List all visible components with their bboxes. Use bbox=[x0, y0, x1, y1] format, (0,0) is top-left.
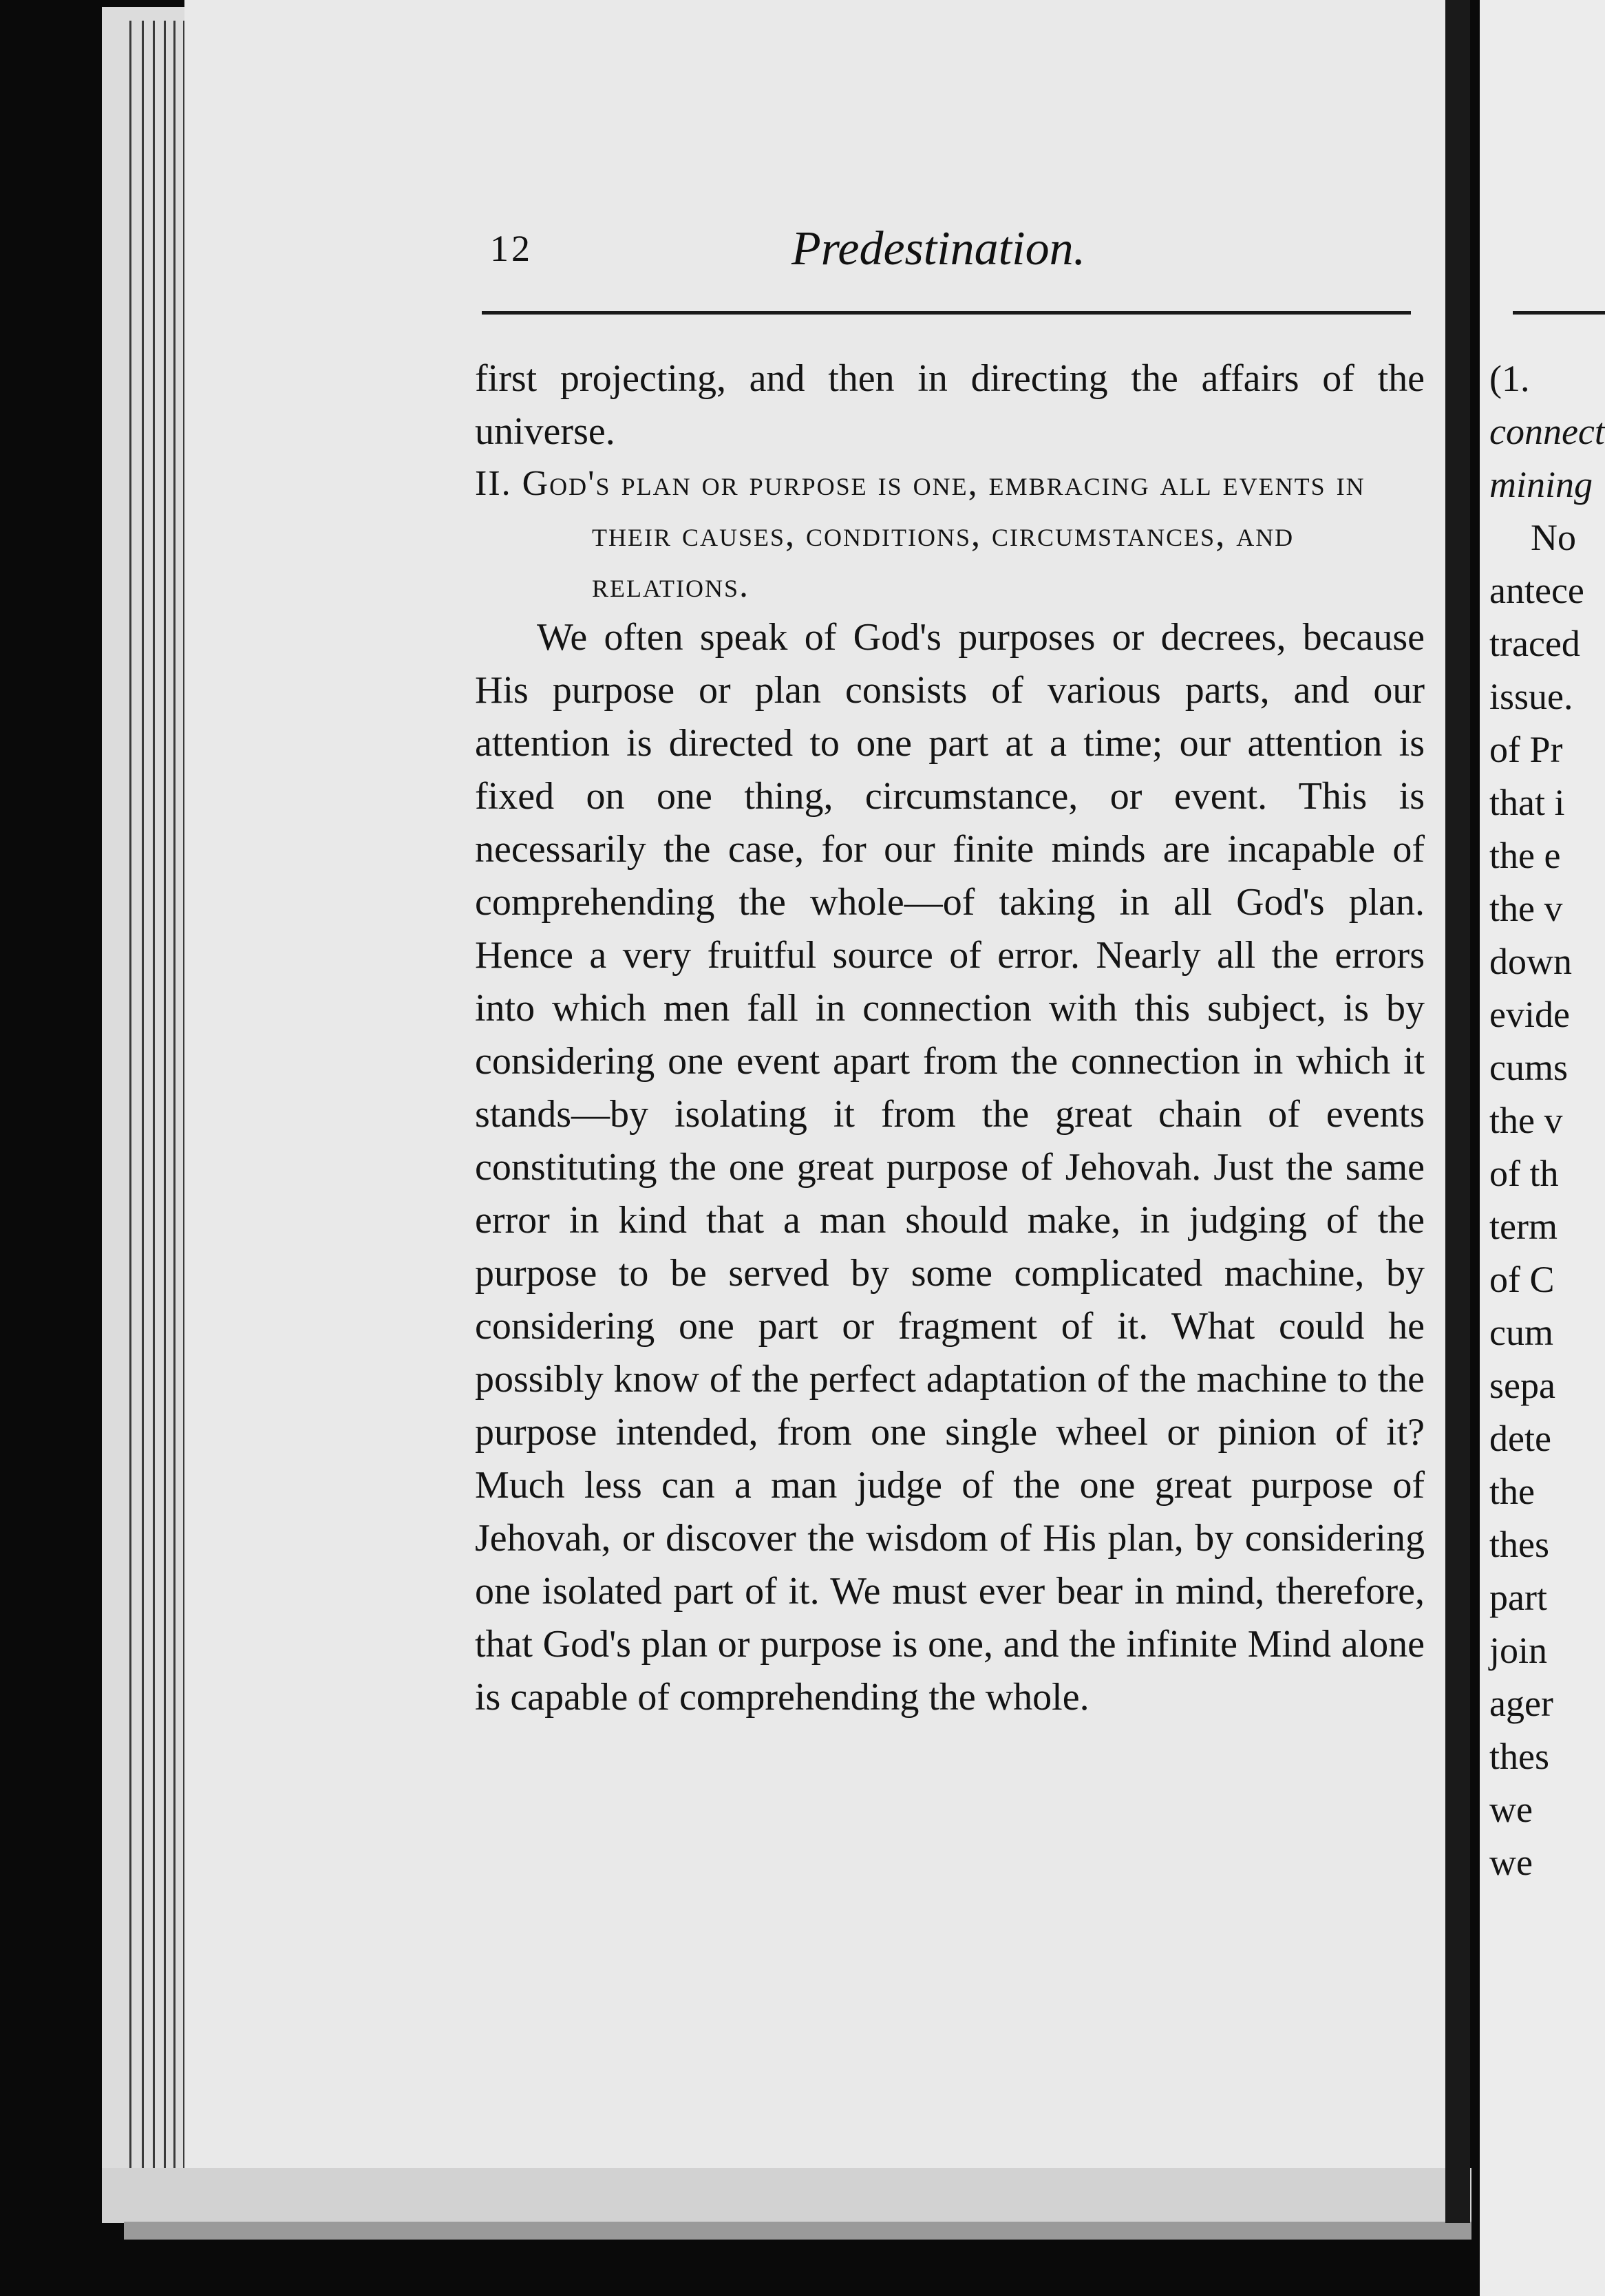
facing-line: (1. bbox=[1489, 358, 1530, 399]
page-edge-line bbox=[173, 21, 176, 2168]
facing-line: cums bbox=[1489, 1047, 1568, 1088]
header-rule bbox=[482, 311, 1411, 315]
section-heading: II. God's plan or purpose is one, embracing all events in their causes, conditions, circumstances, and relations. bbox=[475, 464, 1365, 605]
facing-line: connect bbox=[1489, 411, 1605, 452]
facing-line: sepa bbox=[1489, 1365, 1555, 1406]
facing-line: traced bbox=[1489, 623, 1580, 664]
facing-page-text bbox=[1489, 352, 1605, 1889]
facing-line: down bbox=[1489, 941, 1572, 982]
facing-line: cum bbox=[1489, 1312, 1553, 1353]
page-edge-line bbox=[142, 21, 144, 2168]
facing-line: part bbox=[1489, 1577, 1547, 1618]
facing-line: the v bbox=[1489, 1100, 1563, 1141]
page-body bbox=[475, 352, 1425, 1724]
facing-line: the v bbox=[1489, 888, 1563, 929]
running-title: Predestination. bbox=[791, 222, 1086, 275]
page-edge-line bbox=[164, 21, 166, 2168]
page-number: 12 bbox=[490, 228, 533, 269]
facing-line: antece bbox=[1489, 570, 1584, 611]
facing-page bbox=[1480, 0, 1605, 2296]
facing-line: join bbox=[1489, 1630, 1548, 1671]
facing-line: that i bbox=[1489, 782, 1565, 823]
facing-line: ager bbox=[1489, 1683, 1553, 1724]
facing-line: of Pr bbox=[1489, 729, 1563, 770]
facing-line: of th bbox=[1489, 1153, 1559, 1194]
facing-header-rule bbox=[1513, 311, 1605, 315]
book-gutter bbox=[1445, 0, 1470, 2223]
facing-line: evide bbox=[1489, 994, 1570, 1035]
facing-line: the e bbox=[1489, 835, 1561, 876]
body-paragraph: We often speak of God's purposes or decrees, because His purpose or plan consists of various parts, and our attention is directed to one part at a time; our attention is fixed on one thing, circumstance, or event. This is necessarily the case, for our finite minds are incapable of comprehending the whole—of taking in all God's plan. Hence a very fruitful source of error. Nearly all the errors into which men fall in connection with this subject, is by considering one event apart from the connection in which it stands—by isolating it from the great chain of events constituting the one great purpose of Jehovah. Just the same error in kind that a man should make, in judging of the purpose to be served by some complicated machine, by considering one part or fragment of it. What could he possibly know of the perfect adaptation of the machine to the purpose intended, from one single wheel or pinion of it? Much less can a man judge of the one great purpose of Jehovah, or discover the wisdom of His plan, by considering one isolated part of it. We must ever bear in mind, therefore, that God's plan or purpose is one, and the infinite Mind alone is capable of comprehending the whole. bbox=[475, 616, 1425, 1719]
facing-line: we bbox=[1489, 1842, 1533, 1883]
facing-line: term bbox=[1489, 1206, 1558, 1247]
facing-line: No bbox=[1531, 517, 1576, 558]
opening-text: first projecting, and then in directing the affairs of the universe. bbox=[475, 357, 1425, 453]
facing-line: the bbox=[1489, 1471, 1535, 1512]
page-edges bbox=[102, 7, 191, 2182]
facing-line: of C bbox=[1489, 1259, 1555, 1300]
facing-line: mining bbox=[1489, 464, 1593, 505]
facing-line: we bbox=[1489, 1789, 1533, 1830]
facing-line: thes bbox=[1489, 1736, 1549, 1777]
page-edge-line bbox=[153, 21, 155, 2168]
page-bottom-shadow bbox=[124, 2222, 1471, 2240]
page-bottom-edge bbox=[102, 2168, 1471, 2223]
facing-line: thes bbox=[1489, 1524, 1549, 1565]
page-edge-line bbox=[129, 21, 131, 2168]
facing-line: issue. bbox=[1489, 676, 1573, 717]
facing-line: dete bbox=[1489, 1418, 1551, 1459]
